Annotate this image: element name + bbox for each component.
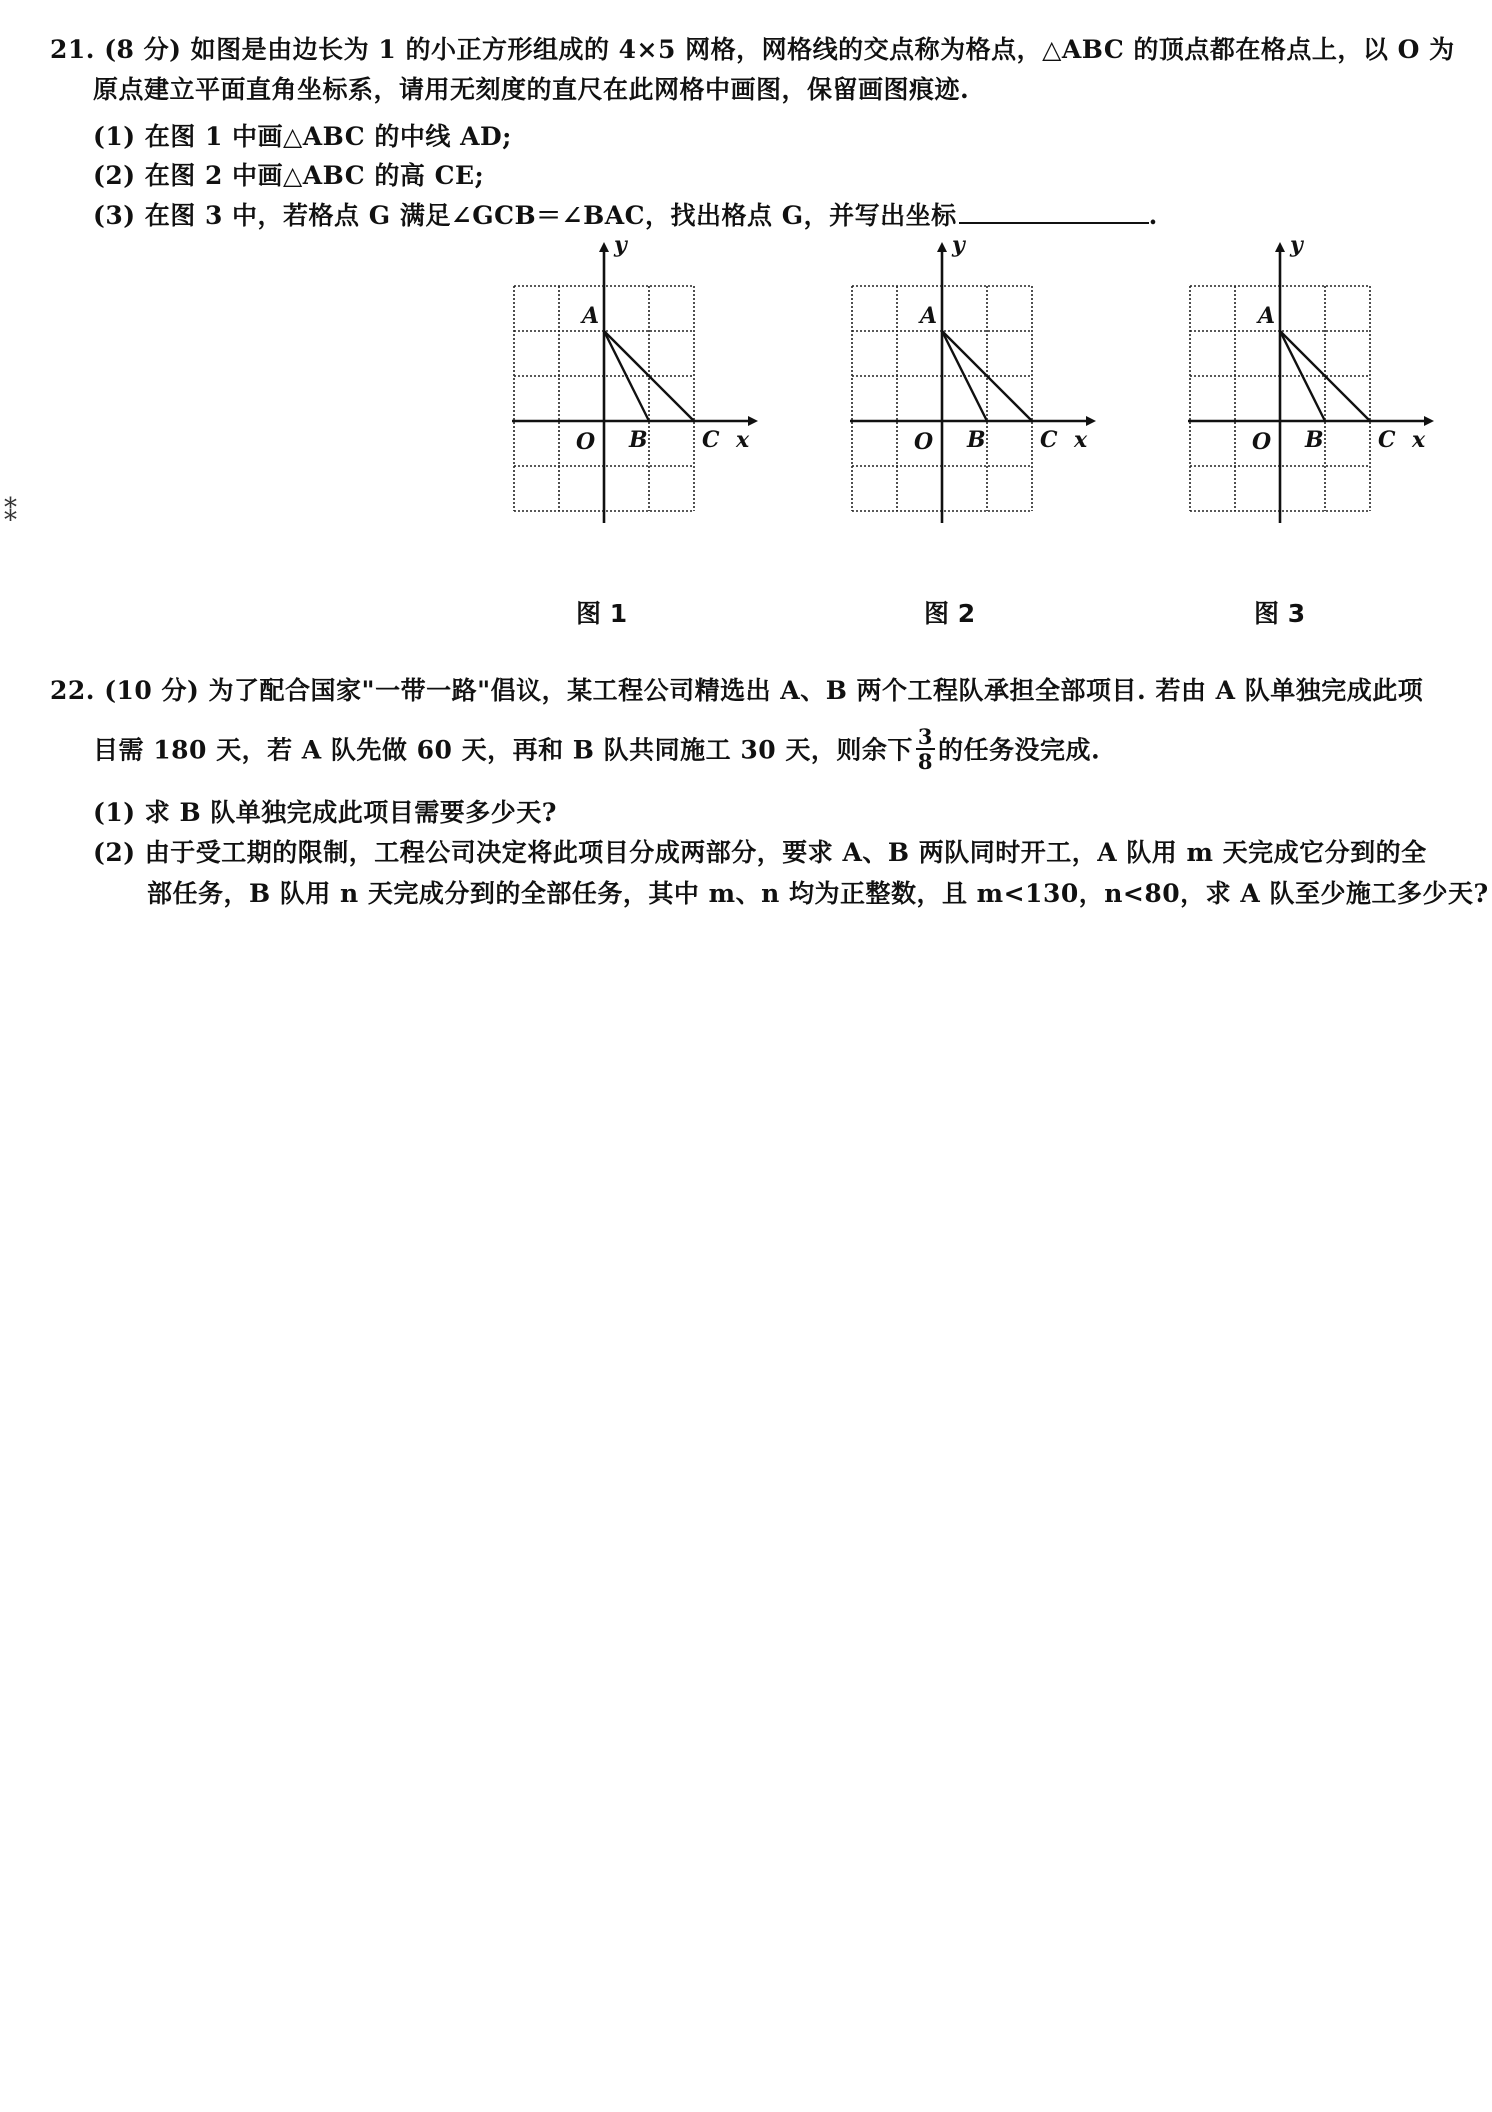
fraction-three-eighths [916,725,935,773]
x-axis-arrow-icon [748,416,758,426]
label-y: y [1290,232,1303,258]
q22-part2: (2) 由于受工期的限制，工程公司决定将此项目分成两部分，要求 A、B 两队同时开工，A 队用 m 天完成它分到的全 [93,838,1427,867]
label-c: C [1378,427,1396,453]
label-y: y [952,232,965,258]
figure-3-grid [1188,232,1438,536]
x-axis-arrow-icon [1086,416,1096,426]
y-axis-arrow-icon [1275,242,1285,252]
y-axis-arrow-icon [599,242,609,252]
label-b: B [967,427,986,453]
label-o: O [1252,429,1272,455]
q21-part3-text: (3) 在图 3 中，若格点 G 满足∠GCB＝∠BAC，找出格点 G，并写出坐标 [93,201,957,230]
label-o: O [914,429,934,455]
fraction-denominator: 8 [917,749,933,774]
label-b: B [1305,427,1324,453]
figure-3 [1188,232,1438,536]
label-x: x [1412,427,1426,453]
label-a: A [582,303,600,329]
figure-2-caption: 图 2 [924,599,976,628]
q22-header: 22. (10 分) 为了配合国家"一带一路"倡议，某工程公司精选出 A、B 两个工程队承担全部项目. 若由 A 队单独完成此项 [50,676,1424,705]
fraction-numerator: 3 [917,724,933,749]
label-c: C [702,427,720,453]
label-b: B [629,427,648,453]
q22-part1: (1) 求 B 队单独完成此项目需要多少天? [93,798,557,827]
label-y: y [614,232,627,258]
y-axis-arrow-icon [937,242,947,252]
q22-line2-post: 的任务没完成. [937,735,1101,765]
q22-line2-pre: 目需 180 天，若 A 队先做 60 天，再和 B 队共同施工 30 天，则余下 [93,735,913,765]
label-c: C [1040,427,1058,453]
figure-1-grid [512,232,762,536]
label-a: A [920,303,938,329]
q21-part3 [93,198,1158,233]
q21-header: 21. (8 分) 如图是由边长为 1 的小正方形组成的 4×5 网格，网格线的交点称为格点，△ABC 的顶点都在格点上，以 O 为 [50,35,1455,64]
figure-1-caption: 图 1 [576,599,628,628]
figure-1 [512,232,762,536]
label-o: O [576,429,596,455]
q22-part2-cont: 部任务，B 队用 n 天完成分到的全部任务，其中 m、n 均为正整数，且 m<130，n<80，求 A 队至少施工多少天? [147,879,1489,908]
label-a: A [1258,303,1276,329]
q21-part3-end: . [1148,201,1158,230]
label-x: x [736,427,750,453]
answer-blank [959,198,1149,224]
figure-3-caption: 图 3 [1254,599,1306,628]
q21-part2: (2) 在图 2 中画△ABC 的高 CE; [93,161,485,190]
q21-part1: (1) 在图 1 中画△ABC 的中线 AD; [93,122,512,151]
scan-speck: ⁑ [4,498,17,528]
figure-2-grid [850,232,1100,536]
q21-header-cont: 原点建立平面直角坐标系，请用无刻度的直尺在此网格中画图，保留画图痕迹. [93,75,970,104]
label-x: x [1074,427,1088,453]
x-axis-arrow-icon [1424,416,1434,426]
q22-line2 [93,724,1101,776]
figure-2 [850,232,1100,536]
